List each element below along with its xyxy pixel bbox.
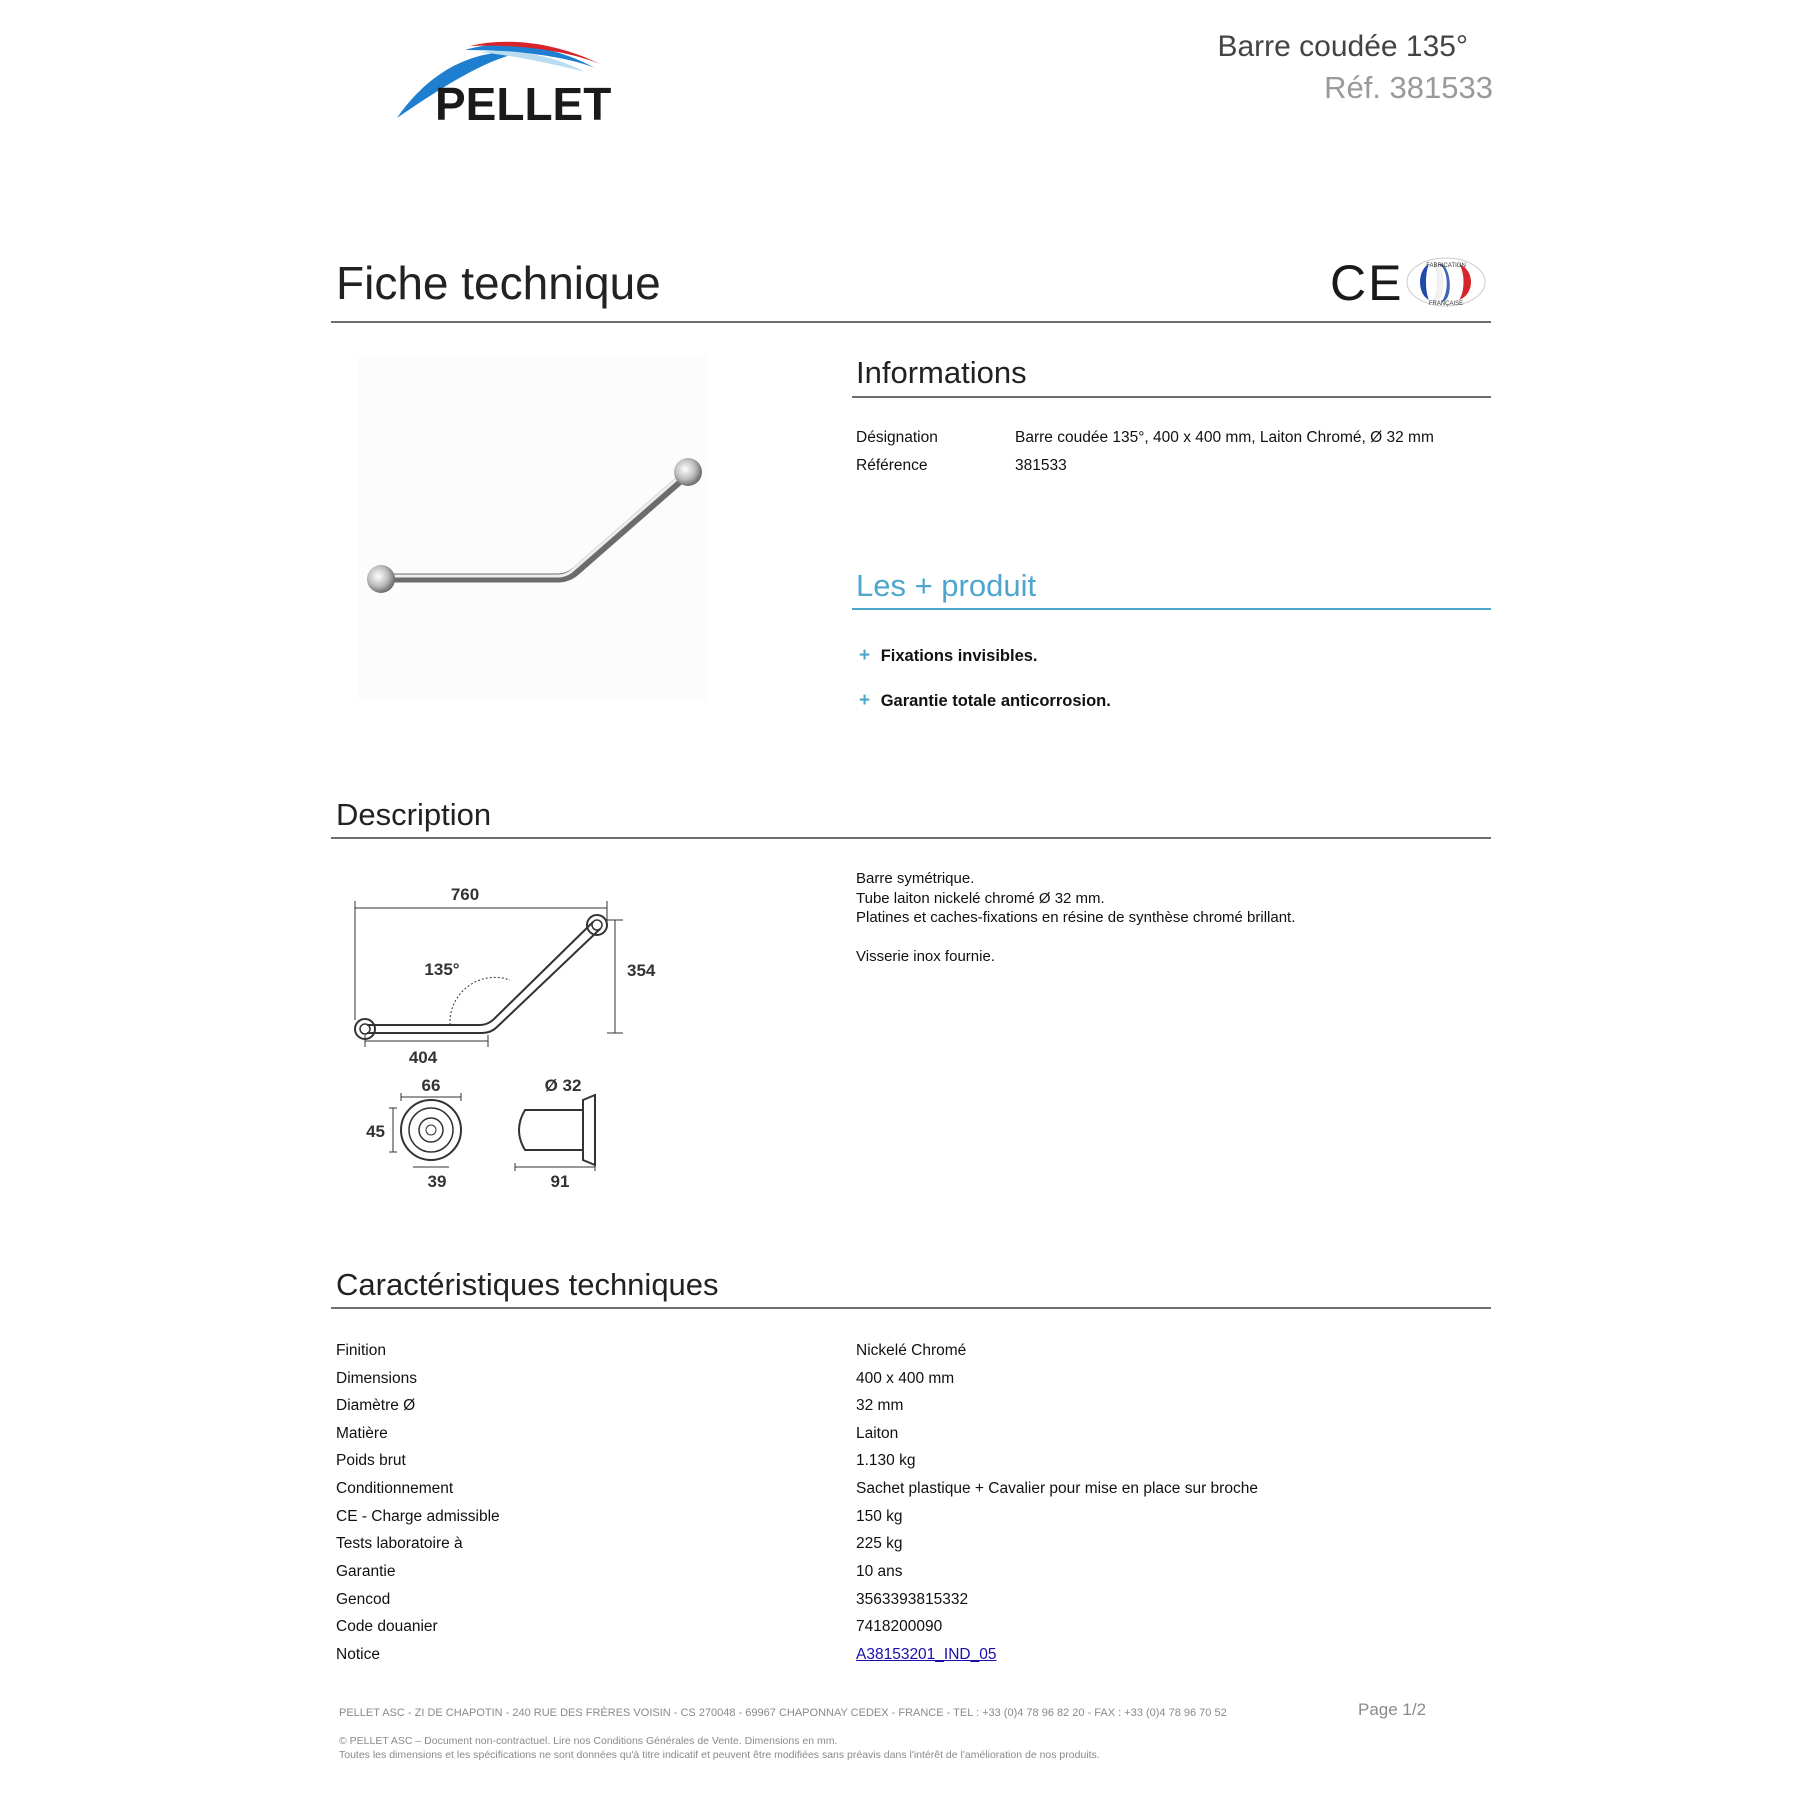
spec-label-dimensions: Dimensions (336, 1370, 417, 1387)
spec-label-finition: Finition (336, 1342, 386, 1359)
spec-value-tests: 225 kg (856, 1535, 903, 1552)
description-text (856, 869, 1295, 966)
ce-mark-text: CE (1330, 255, 1404, 311)
description-rule (331, 837, 1491, 839)
plus-icon: + (859, 690, 871, 711)
dim-label: 66 (421, 1076, 441, 1095)
footer-legal-line: © PELLET ASC – Document non-contractuel. Lire nos Conditions Générales de Vente. Dimensions en mm. (339, 1735, 838, 1747)
info-label-designation: Désignation (856, 429, 938, 446)
spec-label-garantie: Garantie (336, 1563, 396, 1580)
dim-label: 354 (627, 961, 656, 980)
spec-value-matiere: Laiton (856, 1425, 899, 1442)
description-line: Barre symétrique. (856, 870, 975, 887)
spec-label-code-douanier: Code douanier (336, 1618, 438, 1635)
plus-item-text: Fixations invisibles. (880, 647, 1038, 665)
spec-value-diametre: 32 mm (856, 1397, 904, 1414)
notice-link[interactable]: A38153201_IND_05 (856, 1646, 997, 1663)
dim-label: 45 (366, 1122, 385, 1141)
spec-value-conditionnement: Sachet plastique + Cavalier pour mise en place sur broche (856, 1480, 1258, 1497)
fr-badge-top-text: FABRICATION (1426, 263, 1466, 269)
description-extra: Visserie inox fournie. (856, 947, 995, 965)
spec-label-matiere: Matière (336, 1425, 388, 1442)
list-item (859, 645, 1038, 667)
sheet-title-rule (331, 321, 1491, 323)
spec-value-dimensions: 400 x 400 mm (856, 1370, 955, 1387)
footer-legal (339, 1734, 1100, 1762)
plus-icon: + (859, 645, 871, 666)
footer-address: PELLET ASC - ZI DE CHAPOTIN - 240 RUE DES FRÈRES VOISIN - CS 270048 - 69967 CHAPONNAY CEDEX - FRANCE - TEL : +33 (0)4 78 96 82 20 - FAX : +33 (0)4 78 96 70 52 (339, 1707, 1227, 1719)
spec-value-gencod: 3563393815332 (856, 1591, 969, 1608)
spec-label-notice: Notice (336, 1646, 380, 1663)
description-heading: Description (336, 797, 492, 832)
plus-produit-heading: Les + produit (856, 568, 1037, 603)
fabrication-francaise-icon (1405, 256, 1487, 308)
spec-value-code-douanier: 7418200090 (856, 1618, 943, 1635)
specs-heading: Caractéristiques techniques (336, 1267, 719, 1302)
spec-value-charge: 150 kg (856, 1508, 903, 1525)
dim-label: 404 (408, 1048, 438, 1067)
informations-rule (852, 396, 1491, 398)
spec-label-conditionnement: Conditionnement (336, 1480, 454, 1497)
product-photo (358, 355, 708, 700)
pellet-logo (395, 38, 640, 128)
spec-label-charge: CE - Charge admissible (336, 1508, 500, 1525)
plus-produit-rule (852, 608, 1491, 610)
technical-drawing (345, 875, 675, 1205)
description-line: Platines et caches-fixations en résine de synthèse chromé brillant. (856, 909, 1296, 926)
dim-label: 135° (424, 960, 460, 979)
dim-label: 91 (550, 1172, 570, 1191)
info-value-designation: Barre coudée 135°, 400 x 400 mm, Laiton Chromé, Ø 32 mm (1015, 429, 1434, 446)
spec-value-garantie: 10 ans (856, 1563, 903, 1580)
brand-wordmark: PELLET (435, 78, 612, 130)
list-item (859, 690, 1111, 712)
spec-label-tests: Tests laboratoire à (336, 1535, 463, 1552)
dim-label: 39 (427, 1172, 447, 1191)
informations-heading: Informations (856, 355, 1027, 390)
ce-mark-icon (1330, 255, 1404, 311)
spec-label-poids: Poids brut (336, 1452, 406, 1469)
spec-label-gencod: Gencod (336, 1591, 391, 1608)
specs-rule (331, 1307, 1491, 1309)
page-number: Page 1/2 (1358, 1700, 1427, 1719)
plus-item-text: Garantie totale anticorrosion. (880, 692, 1111, 710)
fr-badge-bottom-text: FRANÇAISE (1428, 301, 1464, 307)
spec-value-poids: 1.130 kg (856, 1452, 916, 1469)
info-label-reference: Référence (856, 457, 928, 474)
description-line: Tube laiton nickelé chromé Ø 32 mm. (856, 889, 1105, 907)
dim-label: Ø 32 (544, 1076, 582, 1095)
info-value-reference: 381533 (1015, 457, 1067, 474)
sheet-title: Fiche technique (336, 257, 661, 309)
spec-label-diametre: Diamètre Ø (336, 1397, 416, 1414)
spec-value-finition: Nickelé Chromé (856, 1342, 967, 1359)
footer-legal-line: Toutes les dimensions et les spécifications ne sont données qu'à titre indicatif et peuvent être modifiées sans préavis dans l'intérêt de l'amélioration de nos produits. (339, 1749, 1100, 1761)
product-reference: Réf. 381533 (1324, 70, 1493, 105)
product-title: Barre coudée 135° (1217, 30, 1468, 63)
dim-label: 760 (450, 885, 480, 904)
